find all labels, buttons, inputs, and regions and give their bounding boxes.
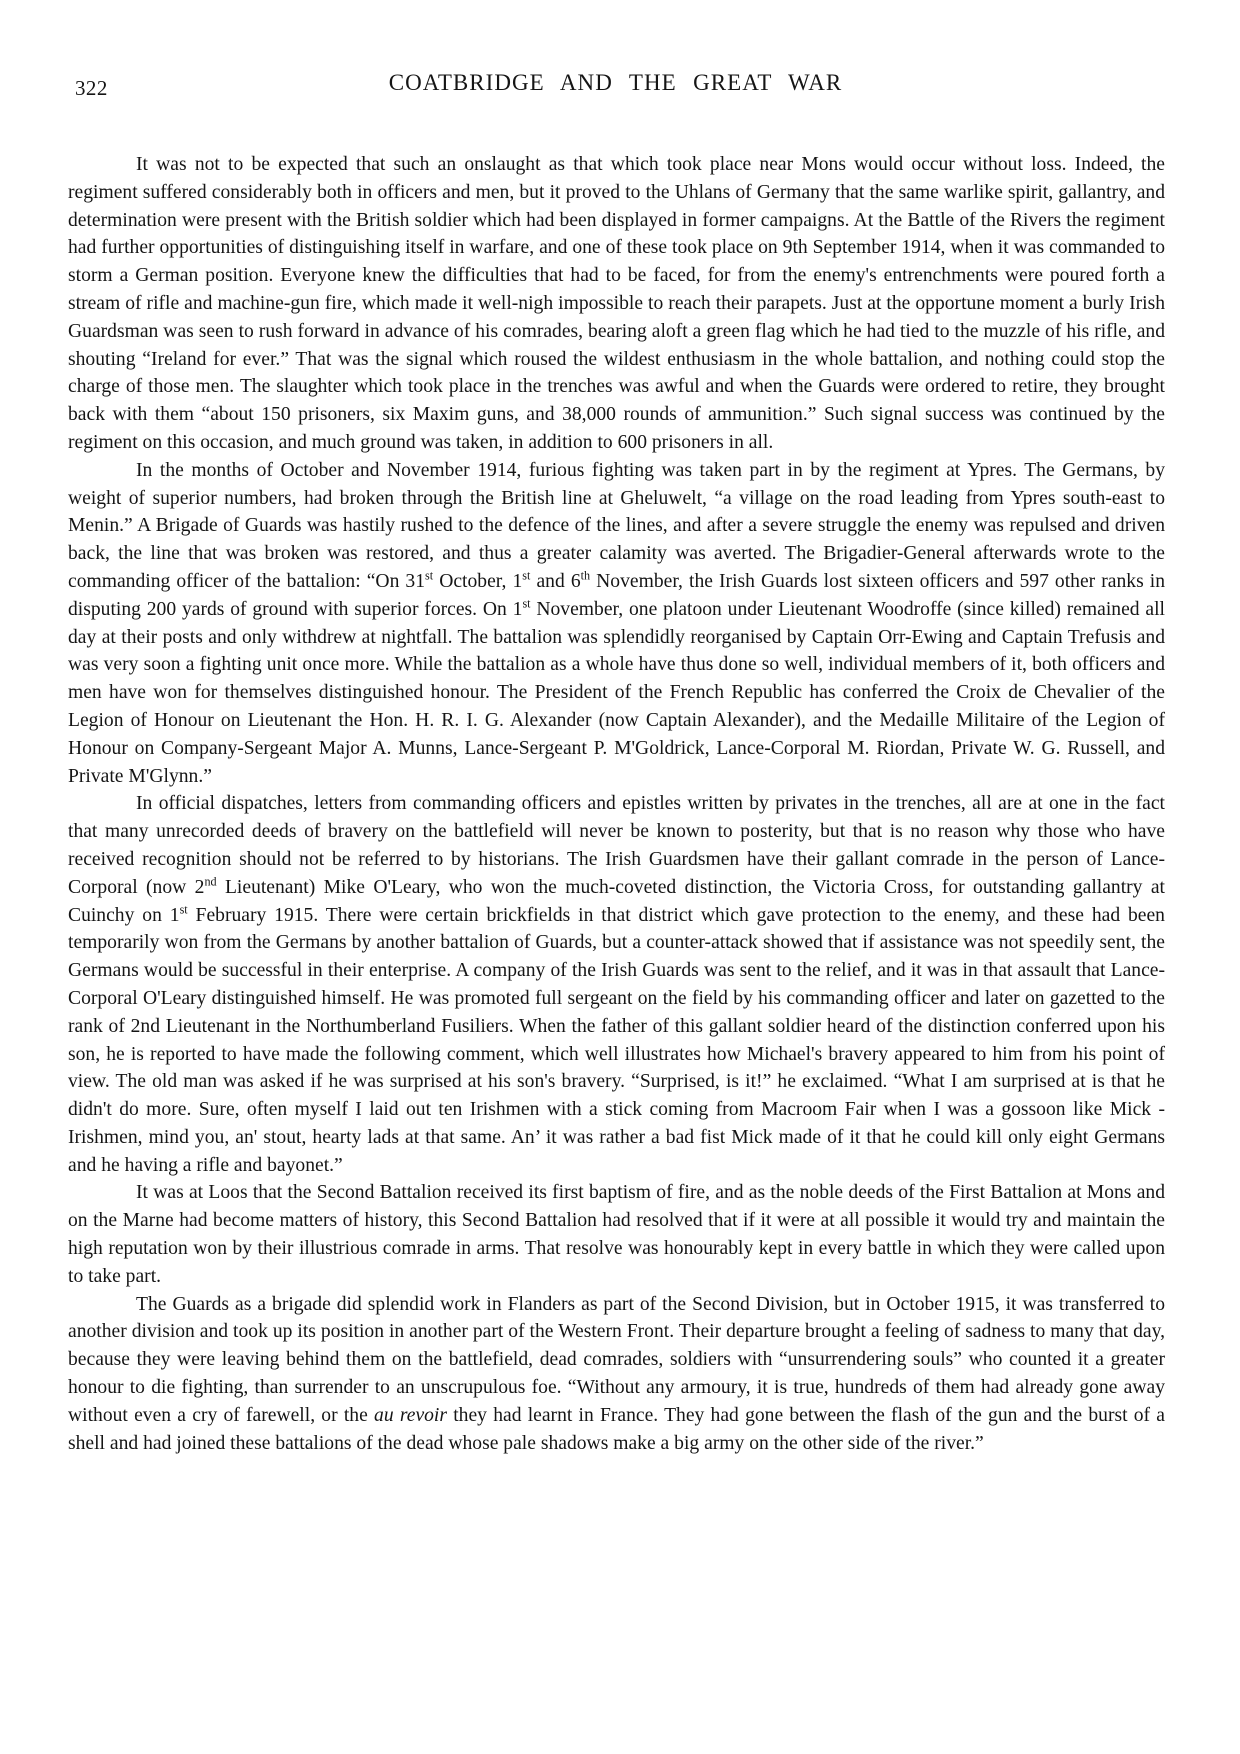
paragraph: It was at Loos that the Second Battalion received its first baptism of fire, and as the noble deeds of the First Battalion at Mons and on the Marne had become matters of history, this Second Battalion had resolved that if it were at all possible it would try and maintain the high reputation won by their illustrious comrade in arms. That resolve was honourably kept in every battle in which they were called upon to take part.	[68, 1182, 1165, 1287]
paragraph: It was not to be expected that such an onslaught as that which took place near Mons would occur without loss. Indeed, the regiment suffered considerably both in officers and men, but it proved to the Uhlans of Germany that the same warlike spirit, gallantry, and determination were present with the British soldier which had been displayed in former campaigns. At the Battle of the Rivers the regiment had further opportunities of distinguishing itself in warfare, and one of these took place on 9th September 1914, when it was commanded to storm a German position. Everyone knew the difficulties that had to be faced, for from the enemy's entrenchments were poured forth a stream of rifle and machine-gun fire, which made it well-nigh impossible to reach their parapets. Just at the opportune moment a burly Irish Guardsman was seen to rush forward in advance of his comrades, bearing aloft a green flag which he had tied to the muzzle of his rifle, and shouting “Ireland for ever.” That was the signal which roused the wildest enthusiasm in the whole battalion, and nothing could stop the charge of those men. The slaughter which took place in the trenches was awful and when the Guards were ordered to retire, they brought back with them “about 150 prisoners, six Maxim guns, and 38,000 rounds of ammunition.” Such signal success was continued by the regiment on this occasion, and much ground was taken, in addition to 600 prisoners in all.	[68, 154, 1165, 453]
paragraph: In the months of October and November 1914, furious fighting was taken part in by the regiment at Ypres. The Germans, by weight of superior numbers, had broken through the British line at Gheluwelt, “a village on the road leading from Ypres south-east to Menin.” A Brigade of Guards was hastily rushed to the defence of the lines, and after a severe struggle the enemy was repulsed and driven back, the line that was broken was restored, and thus a greater calamity was averted. The Brigadier-General afterwards wrote to the commanding officer of the battalion: “On 31st October, 1st and 6th November, the Irish Guards lost sixteen officers and 597 other ranks in disputing 200 yards of ground with superior forces. On 1st November, one platoon under Lieutenant Woodroffe (since killed) remained all day at their posts and only withdrew at nightfall. The battalion was splendidly reorganised by Captain Orr-Ewing and Captain Trefusis and was very soon a fighting unit once more. While the battalion as a whole have thus done so well, individual members of it, both officers and men have won for themselves distinguished honour. The President of the French Republic has conferred the Croix de Chevalier of the Legion of Honour on Lieutenant the Hon. H. R. I. G. Alexander (now Captain Alexander), and the Medaille Militaire of the Legion of Honour on Company-Sergeant Major A. Munns, Lance-Sergeant P. M'Goldrick, Lance-Corporal M. Riordan, Private W. G. Russell, and Private M'Glynn.”	[68, 459, 1165, 787]
running-title: COATBRIDGE AND THE GREAT WAR	[388, 70, 843, 95]
page-number: 322	[75, 76, 108, 100]
page-header	[68, 70, 1163, 104]
page-body	[68, 151, 1165, 1457]
paragraph: The Guards as a brigade did splendid work in Flanders as part of the Second Division, but in October 1915, it was transferred to another division and took up its position in another part of the Western Front. Their departure brought a feeling of sadness to many that day, because they were leaving behind them on the battlefield, dead comrades, soldiers with “unsurrendering souls” who counted it a greater honour to die fighting, than surrender to an unscrupulous foe. “Without any armoury, it is true, hundreds of them had already gone away without even a cry of farewell, or the au revoir they had learnt in France. They had gone between the flash of the gun and the burst of a shell and had joined these battalions of the dead whose pale shadows make a big army on the other side of the river.”	[68, 1293, 1165, 1454]
paragraph: In official dispatches, letters from commanding officers and epistles written by privates in the trenches, all are at one in the fact that many unrecorded deeds of bravery on the battlefield will never be known to posterity, but that is no reason why those who have received recognition should not be referred to by historians. The Irish Guardsmen have their gallant comrade in the person of Lance-Corporal (now 2nd Lieutenant) Mike O'Leary, who won the much-coveted distinction, the Victoria Cross, for outstanding gallantry at Cuinchy on 1st February 1915. There were certain brickfields in that district which gave protection to the enemy, and these had been temporarily won from the Germans by another battalion of Guards, but a counter-attack showed that if assistance was not speedily sent, the Germans would be successful in their enterprise. A company of the Irish Guards was sent to the relief, and it was in that assault that Lance-Corporal O'Leary distinguished himself. He was promoted full sergeant on the field by his commanding officer and later on gazetted to the rank of 2nd Lieutenant in the Northumberland Fusiliers. When the father of this gallant soldier heard of the distinction conferred upon his son, he is reported to have made the following comment, which well illustrates how Michael's bravery appeared to him from his point of view. The old man was asked if he was surprised at his son's bravery. “Surprised, is it!” he exclaimed. “What I am surprised at is that he didn't do more. Sure, often myself I laid out ten Irishmen with a stick coming from Macroom Fair when I was a gossoon like Mick - Irishmen, mind you, an' stout, hearty lads at that same. An’ it was rather a bad fist Mick made of it that he could kill only eight Germans and he having a rifle and bayonet.”	[68, 793, 1165, 1176]
